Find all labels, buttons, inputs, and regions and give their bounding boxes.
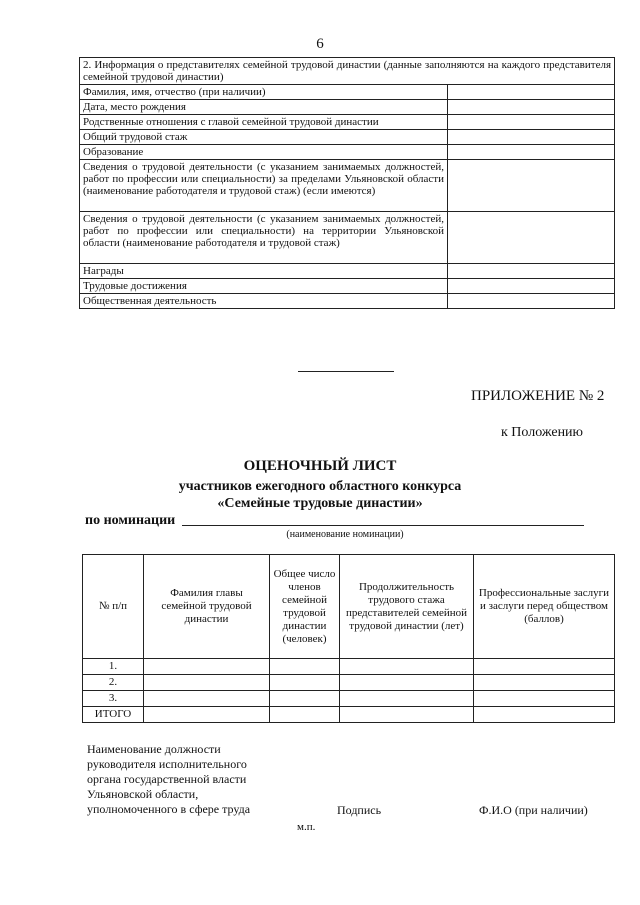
table-cell bbox=[270, 675, 340, 691]
table-row bbox=[83, 659, 615, 675]
table-cell bbox=[144, 675, 270, 691]
sheet-title: ОЦЕНОЧНЫЙ ЛИСТ bbox=[243, 458, 397, 474]
col-header-work-experience: Продолжительность трудового стажа представителей семейной трудовой династии (лет) bbox=[340, 555, 474, 659]
col-header-head-name: Фамилия главы семейной трудовой династии bbox=[144, 555, 270, 659]
table-cell bbox=[270, 691, 340, 707]
nomination-label: по номинации bbox=[85, 513, 176, 528]
section-divider bbox=[298, 371, 394, 372]
sheet-subtitle: участников ежегодного областного конкурса bbox=[178, 479, 462, 494]
table-cell bbox=[340, 691, 474, 707]
table-cell bbox=[340, 675, 474, 691]
signatory-position: Наименование должности руководителя исполнительного органа государственной власти Ульяновской области, уполномоченного в сфере труда bbox=[87, 742, 251, 816]
info-row-value bbox=[448, 85, 615, 100]
contest-name: «Семейные трудовые династии» bbox=[217, 496, 423, 511]
col-header-members-count: Общее число членов семейной трудовой династии (человек) bbox=[270, 555, 340, 659]
row-number: 2. bbox=[83, 675, 144, 691]
table-row bbox=[83, 691, 615, 707]
info-row-label: Родственные отношения с главой семейной трудовой династии bbox=[80, 115, 448, 130]
table-cell bbox=[474, 659, 615, 675]
table-cell bbox=[340, 659, 474, 675]
appendix-label: ПРИЛОЖЕНИЕ № 2 bbox=[471, 388, 605, 404]
info-row-label: Дата, место рождения bbox=[80, 100, 448, 115]
info-row-value bbox=[448, 145, 615, 160]
signature-label: Подпись bbox=[337, 803, 382, 817]
table-cell bbox=[144, 707, 270, 723]
score-table bbox=[82, 554, 615, 723]
appendix-reference: к Положению bbox=[501, 425, 584, 440]
info-row-value bbox=[448, 264, 615, 279]
total-row bbox=[83, 707, 615, 723]
table-cell bbox=[474, 691, 615, 707]
representatives-info-table bbox=[79, 57, 615, 309]
table-cell bbox=[144, 659, 270, 675]
stamp-place-label: м.п. bbox=[297, 821, 316, 833]
info-row-label: Общественная деятельность bbox=[80, 294, 448, 309]
info-row-label: Сведения о трудовой деятельности (с указанием занимаемых должностей, работ по профессии или специальности) за пределами Ульяновской области (наименование работодателя и трудовой стаж) (если имеются) bbox=[80, 160, 448, 212]
col-header-number: № п/п bbox=[83, 555, 144, 659]
info-row-value bbox=[448, 100, 615, 115]
row-number: 1. bbox=[83, 659, 144, 675]
info-row-value bbox=[448, 160, 615, 212]
info-row-label: Трудовые достижения bbox=[80, 279, 448, 294]
table-cell bbox=[474, 707, 615, 723]
nomination-fill-line[interactable] bbox=[182, 525, 584, 526]
info-table-header: 2. Информация о представителях семейной трудовой династии (данные заполняются на каждого представителя семейной трудовой династии) bbox=[80, 58, 615, 85]
nomination-hint: (наименование номинации) bbox=[286, 529, 404, 540]
info-row-label: Награды bbox=[80, 264, 448, 279]
info-row-label: Сведения о трудовой деятельности (с указанием занимаемых должностей, работ по профессии или специальности) на территории Ульяновской области (наименование работодателя и трудовой стаж) bbox=[80, 212, 448, 264]
row-number: 3. bbox=[83, 691, 144, 707]
info-row-value bbox=[448, 294, 615, 309]
info-row-value bbox=[448, 115, 615, 130]
table-cell bbox=[340, 707, 474, 723]
full-name-label: Ф.И.О (при наличии) bbox=[479, 803, 588, 817]
col-header-merits: Профессиональные заслуги и заслуги перед обществом (баллов) bbox=[474, 555, 615, 659]
table-cell bbox=[144, 691, 270, 707]
info-row-label: Общий трудовой стаж bbox=[80, 130, 448, 145]
info-row-value bbox=[448, 279, 615, 294]
info-row-label: Образование bbox=[80, 145, 448, 160]
table-cell bbox=[474, 675, 615, 691]
info-row-value bbox=[448, 130, 615, 145]
table-row bbox=[83, 675, 615, 691]
total-label: ИТОГО bbox=[83, 707, 144, 723]
page-number: 6 bbox=[316, 36, 324, 52]
info-row-label: Фамилия, имя, отчество (при наличии) bbox=[80, 85, 448, 100]
info-row-value bbox=[448, 212, 615, 264]
table-cell bbox=[270, 707, 340, 723]
table-cell bbox=[270, 659, 340, 675]
